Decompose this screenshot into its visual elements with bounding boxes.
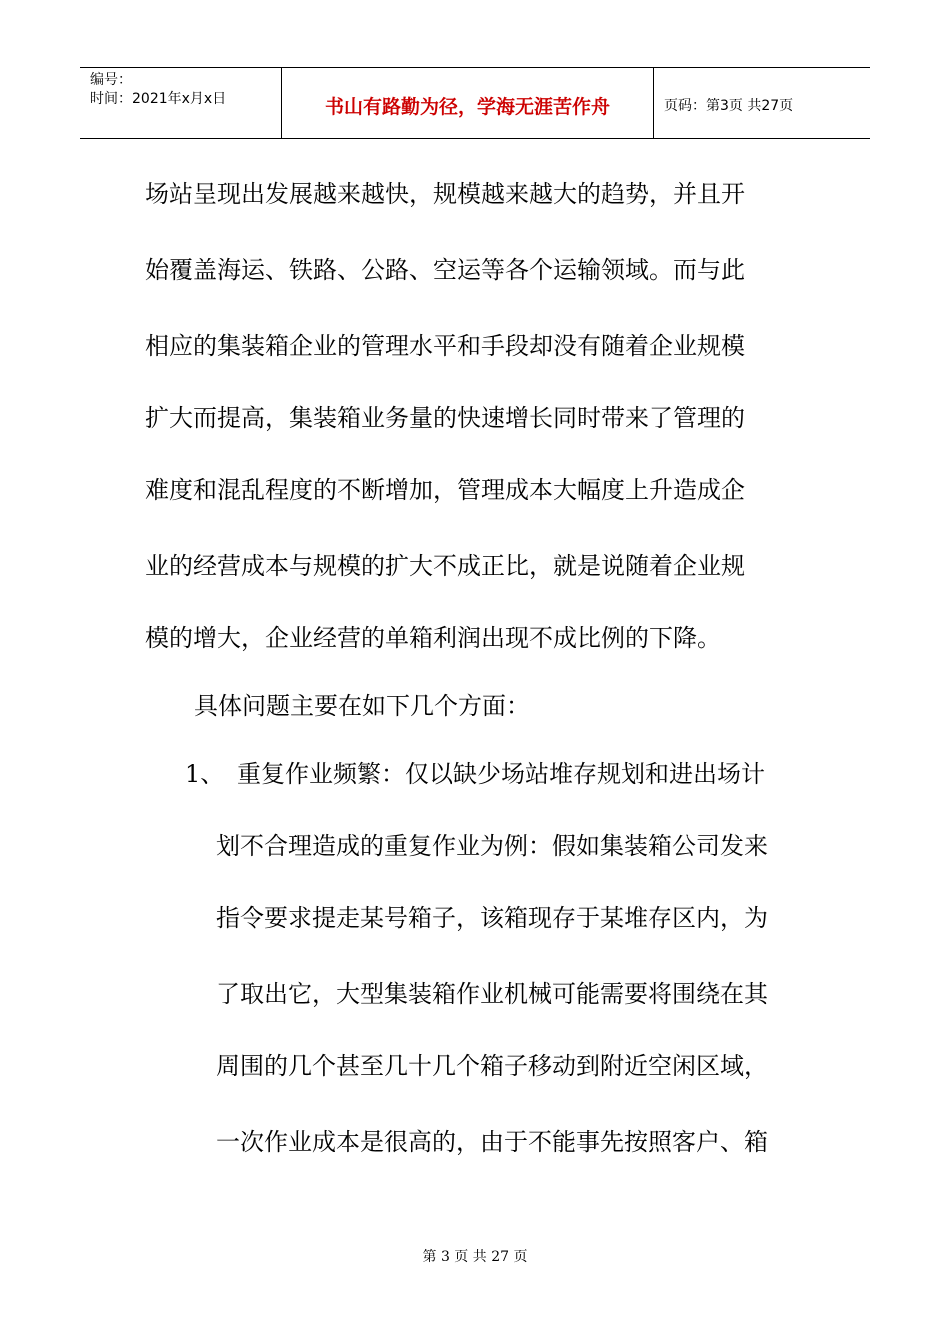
list-item-line: 指令要求提走某号箱子，该箱现存于某堆存区内，为 — [216, 904, 768, 932]
section-intro-line: 具体问题主要在如下几个方面： — [194, 692, 530, 720]
body-line: 始覆盖海运、铁路、公路、空运等各个运输领域。而与此 — [145, 256, 745, 284]
header-left-cell — [80, 68, 282, 138]
list-item-line: 周围的几个甚至几十几个箱子移动到附近空闲区域， — [216, 1052, 768, 1080]
document-number-label: 编号： — [90, 72, 132, 88]
body-line: 业的经营成本与规模的扩大不成正比，就是说随着企业规 — [145, 552, 745, 580]
list-item-line: 划不合理造成的重复作业为例：假如集装箱公司发来 — [216, 832, 768, 860]
list-item-line: 重复作业频繁：仅以缺少场站堆存规划和进出场计 — [237, 760, 765, 788]
body-line: 扩大而提高，集装箱业务量的快速增长同时带来了管理的 — [145, 404, 745, 432]
list-marker: 1、 — [185, 760, 225, 788]
list-item-line: 了取出它，大型集装箱作业机械可能需要将围绕在其 — [216, 980, 768, 1008]
body-line: 相应的集装箱企业的管理水平和手段却没有随着企业规模 — [145, 332, 745, 360]
header-right-cell — [654, 68, 870, 138]
body-line: 模的增大，企业经营的单箱利润出现不成比例的下降。 — [145, 624, 721, 652]
document-date-label: 时间：2021年x月x日 — [90, 91, 227, 107]
body-line: 场站呈现出发展越来越快，规模越来越大的趋势，并且开 — [145, 180, 745, 208]
body-line: 难度和混乱程度的不断增加，管理成本大幅度上升造成企 — [145, 476, 745, 504]
header-page-info: 页码：第3页 共27页 — [664, 98, 794, 114]
list-item-line: 一次作业成本是很高的，由于不能事先按照客户、箱 — [216, 1128, 768, 1156]
document-header — [80, 67, 870, 139]
header-motto: 书山有路勤为径，学海无涯苦作舟 — [324, 96, 610, 118]
page-footer: 第 3 页 共 27 页 — [422, 1249, 528, 1265]
header-middle-cell — [282, 68, 654, 138]
